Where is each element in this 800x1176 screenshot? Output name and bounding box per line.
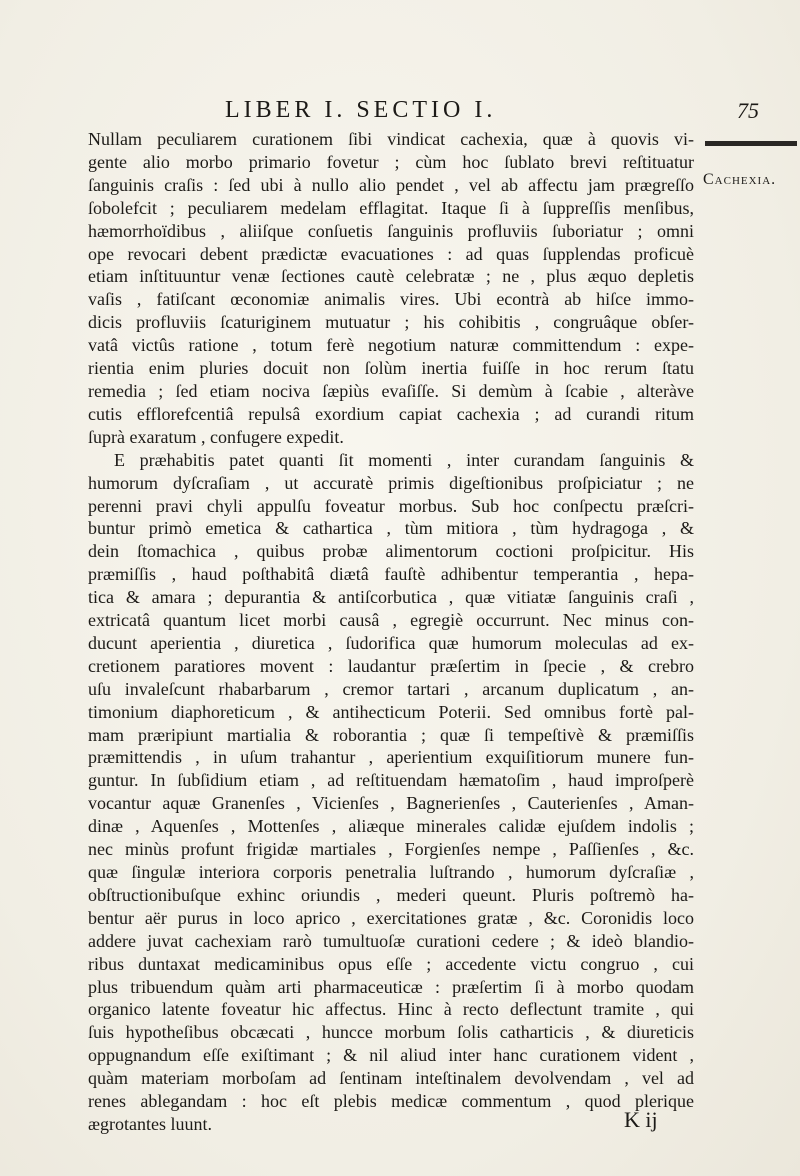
- text-line: oppugnandum eſſe exiſtimant ; & nil aliud inter hanc curationem vident ,: [88, 1045, 694, 1066]
- text-line: Nullam peculiarem curationem ſibi vindicat cachexia, quæ à quovis vi-: [88, 129, 694, 149]
- text-line: ſuis hypotheſibus obcæcati , huncce morbum ſolis catharticis , & diureticis: [88, 1022, 694, 1043]
- text-line: vocantur aquæ Granenſes , Vicienſes , Bagnerienſes , Cauterienſes , Aman-: [88, 793, 694, 814]
- text-line: obſtructionibuſque exhinc oriundis , mederi queunt. Pluris poſtremò ha-: [88, 884, 694, 905]
- text-line: gente alio morbo primario fovetur ; cùm hoc ſublato brevi reſtituatur: [88, 151, 694, 172]
- text-line: ſuprà exaratum , confugere expedit.: [88, 426, 344, 447]
- text-line: nec minùs profunt frigidæ martiales , Forgienſes nempe , Paſſienſes , &c.: [88, 839, 694, 860]
- margin-note: Cachexia.: [703, 171, 777, 188]
- text-line: mam præripiunt martialia & roborantia ; quæ ſi tempeſtivè & præmiſſis: [88, 724, 694, 745]
- page-number: 75: [737, 98, 759, 123]
- text-line: plus tribuendum quàm arti pharmaceuticæ : præſertim ſi à morbo quodam: [88, 976, 694, 997]
- text-line: uſu invaleſcunt rhabarbarum , cremor tartari , arcanum duplicatum , an-: [88, 678, 694, 699]
- text-line: perenni pravi chyli appulſu foveatur morbus. Sub hoc conſpectu præſcri-: [88, 495, 694, 516]
- text-line: quæ ſingulæ interiora corporis penetralia luſtrando , humorum dyſcraſiæ ,: [88, 862, 694, 882]
- margin-rule: [705, 141, 797, 146]
- text-line: buntur primò emetica & cathartica , tùm mitiora , tùm hydragoga , &: [88, 518, 694, 539]
- text-line: remedia ; ſed etiam nociva ſæpiùs evaſiſſe. Si demùm à ſcabie , alteràve: [88, 380, 694, 401]
- text-line: timonium diaphoreticum , & antihecticum Poterii. Sed omnibus fortè pal-: [88, 701, 694, 722]
- text-line: vaſis , fatiſcant œconomiæ animalis vires. Ubi econtrà ab hiſce immo-: [88, 289, 694, 310]
- running-head: LIBER I. SECTIO I.: [225, 97, 497, 123]
- text-line: cutis efflorefcentiâ repulsâ exordium capiat cachexia ; ad curandi ritum: [88, 403, 694, 424]
- text-line: organico latente foveatur hic affectus. Hinc à recto deflectunt tramite , qui: [88, 999, 694, 1020]
- text-line: ſobolefcit ; peculiarem medelam efflagitat. Itaque ſi à ſuppreſſis menſibus,: [88, 197, 694, 218]
- text-line: tica & amara ; depurantia & antiſcorbutica , quæ vitiatæ ſanguinis craſi ,: [88, 587, 694, 608]
- text-line: quàm materiam morboſam ad ſentinam inteſtinalem devolvendam , vel ad: [88, 1068, 694, 1089]
- catchword: K ij: [624, 1107, 658, 1132]
- text-line: extricatâ quantum licet morbi causâ , egregiè occurrunt. Nec minus con-: [88, 610, 694, 631]
- text-line: cretionem paratiores movent : laudantur præſertim in ſpecie , & crebro: [88, 655, 694, 676]
- text-line: dinæ , Aquenſes , Mottenſes , aliæque minerales calidæ ejuſdem indolis ;: [88, 816, 694, 837]
- text-line: E præhabitis patet quanti ſit momenti , inter curandam ſanguinis &: [114, 449, 694, 470]
- text-line: bentur aër purus in loco aprico , exercitationes gratæ , &c. Coronidis loco: [88, 907, 694, 928]
- text-line: humorum dyſcraſiam , ut accuratè primis digeſtionibus proſpiciatur ; ne: [88, 472, 694, 493]
- text-line: præmittendis , in uſum trahantur , aperientium exquiſitiorum munere fun-: [88, 747, 694, 768]
- text-line: præmiſſis , haud poſthabitâ diætâ fauſtè adhibentur temperantia , hepa-: [88, 564, 694, 585]
- text-line: ſanguinis craſis : ſed ubi à nullo alio pendet , vel ab affectu jam prægreſſo: [88, 174, 694, 195]
- text-line: dein ſtomachica , quibus probæ alimentorum coctioni proſpicitur. His: [88, 541, 694, 562]
- text-line: ope revocari debent prædictæ evacuationes : ad quas ſupplendas proficuè: [88, 243, 694, 264]
- text-line: vatâ victûs ratione , totum ferè negotium naturæ committendum : expe-: [88, 335, 694, 356]
- text-line: renes ablegandam : hoc eſt plebis medicæ commentum , quod plerique: [88, 1091, 694, 1112]
- text-line: ribus duntaxat medicaminibus opus eſſe ; accedente victu congruo , cui: [88, 953, 694, 974]
- text-line: dicis profluviis ſcaturiginem mutuatur ; his cohibitis , congruâque obſer-: [88, 312, 694, 333]
- text-line: hæmorrhoïdibus , aliiſque conſuetis ſanguinis profluviis ſuboriatur ; omni: [88, 220, 694, 241]
- text-line: addere juvat cachexiam rarò tumultuoſæ curationi cedere ; & ideò blandio-: [88, 930, 694, 951]
- text-line: rientia enim pluries docuit non ſolùm inertia fuiſſe in hoc rerum ſtatu: [88, 358, 694, 379]
- body-text: [88, 128, 694, 1136]
- text-line: ægrotantes luunt.: [88, 1113, 212, 1134]
- text-line: etiam inſtituuntur venæ ſectiones cautè celebratæ ; ne , plus æquo depletis: [88, 266, 694, 287]
- text-line: guntur. In ſubſidium etiam , ad reſtituendam hæmatoſim , haud improſperè: [88, 770, 694, 791]
- text-line: ducunt aperientia , diuretica , ſudorifica quæ humorum moleculas ad ex-: [88, 632, 694, 653]
